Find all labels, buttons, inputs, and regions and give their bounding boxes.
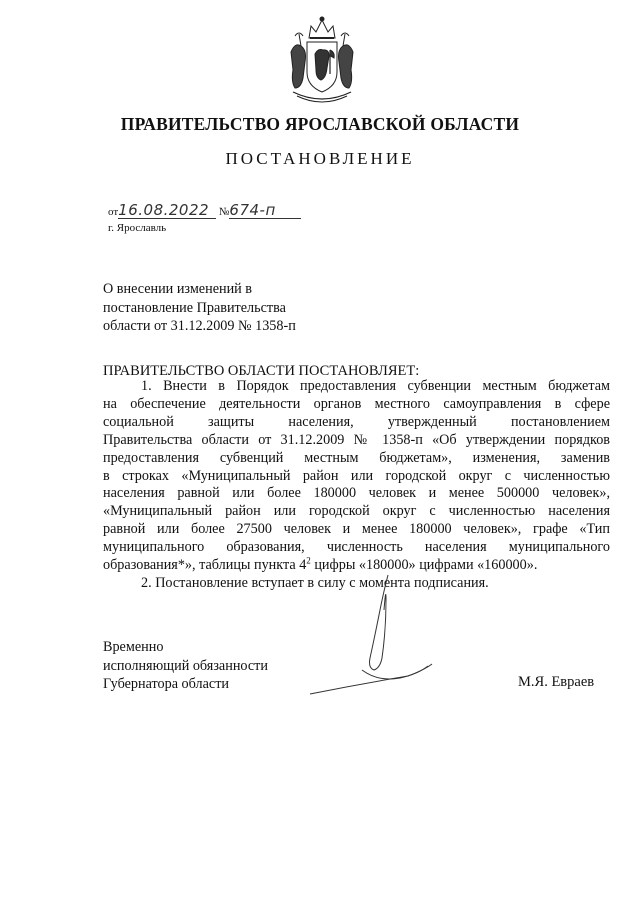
subject-line: О внесении изменений в: [103, 281, 253, 297]
body-line: предоставления субвенций местным бюджетам», изменения, заменив: [103, 449, 610, 466]
body-line: населения равной или более 180000 человек и менее 500000 человек»,: [103, 485, 610, 502]
body-line: равной или более 27500 человек и менее 180000 человек», графе «Тип: [103, 521, 610, 538]
coat-of-arms-emblem: [285, 12, 359, 106]
body-line: муниципального образования, численность населения муниципального: [103, 539, 610, 556]
subject-block: [103, 280, 296, 336]
body-line: Правительства области от 31.12.2009 № 1358-п «Об утверждении порядков: [103, 431, 610, 448]
number-value: 674-п: [229, 203, 301, 219]
signer-line: исполняющий обязанности: [103, 657, 268, 674]
signer-name: М.Я. Евраев: [518, 674, 595, 690]
body-line: «Муниципальный район или городской округ с численностью населения: [103, 503, 610, 520]
superscript: 2: [306, 555, 311, 566]
signer-line: Губернатора области: [103, 676, 229, 692]
body-line: социальной защиты населения, утвержденный постановлением: [103, 413, 610, 430]
number-prefix: №: [218, 206, 230, 218]
city: г. Ярославль: [108, 222, 167, 234]
government-title: ПРАВИТЕЛЬСТВО ЯРОСЛАВСКОЙ ОБЛАСТИ: [120, 114, 520, 134]
handwritten-signature: [300, 570, 450, 700]
signer-position: [103, 638, 268, 694]
body-last-prefix: образования*», таблицы пункта 4: [103, 557, 307, 574]
body-text: [103, 378, 610, 593]
body-last-suffix: цифры «180000» цифрами «160000».: [310, 557, 538, 574]
body-point-2: 2. Постановление вступает в силу с момента подписания.: [141, 574, 489, 591]
date-value: 16.08.2022: [118, 203, 216, 219]
date-prefix: от: [108, 206, 119, 218]
body-line: в строках «Муниципальный район или городской округ с численностью: [103, 467, 610, 484]
document-type-heading: ПОСТАНОВЛЕНИЕ: [225, 149, 415, 168]
body-line: на обеспечение деятельности органов местного самоуправления в сфере: [103, 395, 610, 412]
body-line: 1. Внести в Порядок предоставления субвенции местным бюджетам: [141, 378, 610, 394]
signer-line: Временно: [103, 639, 164, 655]
subject-line: области от 31.12.2009 № 1358-п: [103, 318, 296, 334]
date-number-line: [108, 203, 301, 219]
subject-line: постановление Правительства: [103, 299, 286, 316]
resolves-heading: ПРАВИТЕЛЬСТВО ОБЛАСТИ ПОСТАНОВЛЯЕТ:: [103, 363, 420, 379]
